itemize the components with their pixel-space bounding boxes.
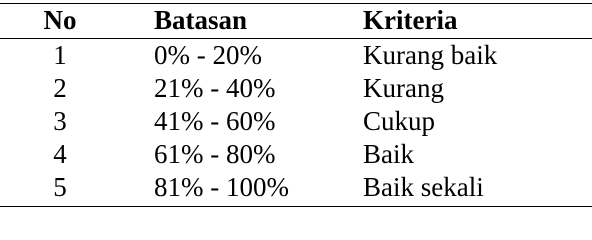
- cell-no: 5: [53, 172, 67, 202]
- cell-kriteria: Baik: [363, 139, 414, 169]
- cell-kriteria: Kurang baik: [363, 40, 498, 70]
- cell-kriteria: Kurang: [363, 73, 444, 103]
- cell-batasan: 0% - 20%: [154, 40, 262, 70]
- table-row: [0, 39, 592, 72]
- header-kriteria: Kriteria: [363, 5, 458, 35]
- header-no: No: [43, 5, 77, 35]
- cell-batasan: 61% - 80%: [154, 139, 276, 169]
- cell-no: 4: [53, 139, 67, 169]
- cell-kriteria: Cukup: [363, 106, 436, 136]
- cell-no: 3: [53, 106, 67, 136]
- table-row: [0, 105, 592, 138]
- table-row: [0, 72, 592, 105]
- table-row: [0, 138, 592, 171]
- table-row: [0, 171, 592, 204]
- cell-batasan: 81% - 100%: [154, 172, 289, 202]
- cell-batasan: 21% - 40%: [154, 73, 276, 103]
- cell-no: 1: [53, 40, 67, 70]
- table-header-row: [0, 4, 592, 37]
- cell-batasan: 41% - 60%: [154, 106, 276, 136]
- header-batasan: Batasan: [154, 5, 248, 35]
- cell-no: 2: [53, 73, 67, 103]
- cell-kriteria: Baik sekali: [363, 172, 484, 202]
- table-bottom-rule: [0, 206, 592, 207]
